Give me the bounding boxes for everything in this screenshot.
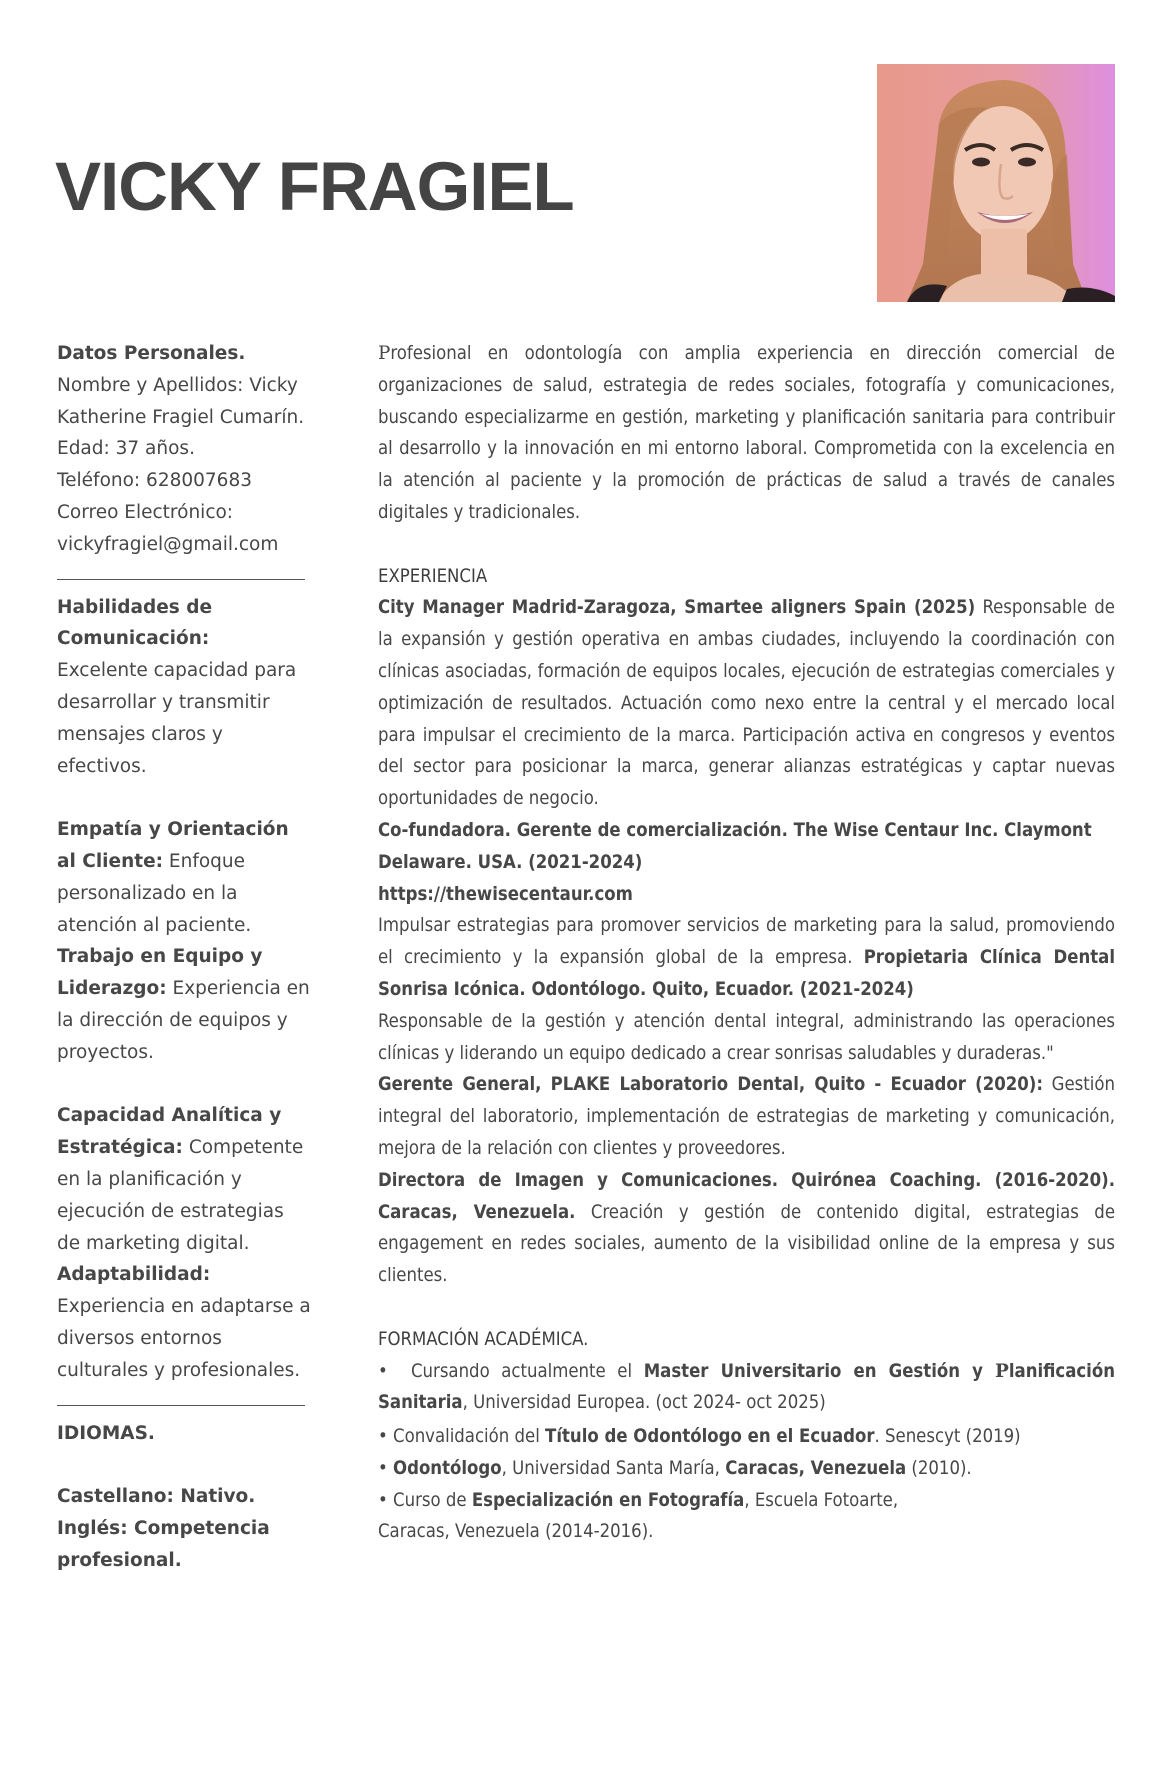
language-spanish: Castellano: Nativo. bbox=[57, 1486, 256, 1508]
job-role: City Manager Madrid-Zaragoza, Smartee aligners Spain (2025) bbox=[378, 597, 976, 619]
job-description: Gestión integral del laboratorio, implementación de estrategias de marketing y comunicación, mejora de la relación con clientes y proveedores. bbox=[378, 1074, 1115, 1159]
age-line: Edad: 37 años. bbox=[57, 438, 195, 460]
profile-photo bbox=[877, 64, 1115, 302]
education-item: • Odontólogo, Universidad Santa María, Caracas, Venezuela (2010). bbox=[378, 1457, 972, 1479]
section-divider bbox=[57, 561, 305, 580]
bullet-icon: • bbox=[378, 1360, 388, 1382]
bullet-icon: • bbox=[378, 1457, 388, 1479]
skill-communication bbox=[57, 592, 312, 783]
education-item: • Curso de Especialización en Fotografía, Escuela Fotoarte, Caracas, Venezuela (2014-2016). bbox=[378, 1489, 899, 1543]
skill-empathy bbox=[57, 814, 312, 941]
skill-title: Adaptabilidad: bbox=[57, 1264, 211, 1286]
portrait-illustration bbox=[877, 64, 1115, 302]
job-description-block bbox=[378, 1006, 1115, 1070]
job-description: Responsable de la gestión y atención dental integral, administrando las operaciones clínicas y liderando un equipo dedicado a crear sonrisas saludables y duraderas." bbox=[378, 1010, 1115, 1064]
summary-first-letter: P bbox=[378, 343, 391, 364]
job-role: Propietaria Clínica Dental Sonrisa Icónica. Odontólogo. Quito, Ecuador. (2021-2024) bbox=[378, 947, 1115, 1000]
skill-text: Enfoque personalizado en la atención al paciente. bbox=[57, 850, 252, 936]
full-name-line: Nombre y Apellidos: Vicky Katherine Fragiel Cumarín. bbox=[57, 374, 305, 428]
main-content bbox=[378, 338, 1115, 1548]
job-entry bbox=[378, 815, 1115, 879]
languages-title: IDIOMAS. bbox=[57, 1422, 155, 1444]
skill-text: Competente en la planificación y ejecución de estrategias de marketing digital. bbox=[57, 1137, 304, 1254]
job-role: Gerente General, PLAKE Laboratorio Dental, Quito - Ecuador (2020): bbox=[378, 1074, 1043, 1096]
bullet-icon: • bbox=[378, 1426, 388, 1448]
summary-text: rofesional en odontología con amplia experiencia en dirección comercial de organizaciones de salud, estrategia de redes sociales, fotografía y comunicaciones, buscando especializarme en gestión, marketing y planificación sanitaria para contribuir al desarrollo y la innovación en mi entorno laboral. Comprometida con la excelencia en la atención al paciente y la promoción de prácticas de salud a través de canales digitales y tradicionales. bbox=[378, 343, 1115, 523]
job-role: Directora de Imagen y Comunicaciones. Quirónea Coaching. (2016-2020). Caracas, Venezuela. bbox=[378, 1169, 1115, 1223]
job-description: Responsable de la expansión y gestión operativa en ambas ciudades, incluyendo la coordinación con clínicas asociadas, formación de equipos locales, ejecución de estrategias comerciales y optimización de resultados. Actuación como nexo entre la central y el mercado local para impulsar el crecimiento de la marca. Participación activa en congresos y eventos del sector para posicionar la marca, generar alianzas estratégicas y captar nuevas oportunidades de negocio. bbox=[378, 597, 1115, 810]
job-description: Impulsar estrategias para promover servicios de marketing para la salud, promoviendo el crecimiento y la expansión global de la empresa. bbox=[378, 915, 1115, 969]
skill-analytical bbox=[57, 1100, 312, 1259]
education-item: • Cursando actualmente el Master Universitario en Gestión y Planificación Sanitaria, Universidad Europea. (oct 2024- oct 2025) bbox=[378, 1360, 1115, 1414]
email-value[interactable]: vickyfragiel@gmail.com bbox=[57, 533, 279, 555]
experience-title: EXPERIENCIA bbox=[378, 565, 488, 587]
company-link[interactable]: https://thewisecentaur.com bbox=[378, 883, 633, 905]
education-item: • Convalidación del Título de Odontólogo en el Ecuador. Senescyt (2019) bbox=[378, 1426, 1021, 1448]
section-divider bbox=[57, 1387, 305, 1406]
skill-teamwork bbox=[57, 941, 312, 1068]
job-entry bbox=[378, 1069, 1115, 1164]
skill-title: Habilidades de Comunicación: bbox=[57, 596, 212, 650]
job-entry bbox=[378, 1165, 1115, 1292]
skill-text: Experiencia en la dirección de equipos y proyectos. bbox=[57, 978, 310, 1063]
phone-line: Teléfono: 628007683 bbox=[57, 470, 252, 492]
job-role: Co-fundadora. Gerente de comercialización. The Wise Centaur Inc. Claymont Delaware. USA. (2021-2024) bbox=[378, 819, 1092, 873]
skill-text: Experiencia en adaptarse a diversos entornos culturales y profesionales. bbox=[57, 1296, 311, 1381]
language-english: Inglés: Competencia profesional. bbox=[57, 1517, 270, 1571]
skill-text: Excelente capacidad para desarrollar y transmitir mensajes claros y efectivos. bbox=[57, 660, 297, 777]
email-label: Correo Electrónico: bbox=[57, 501, 234, 523]
job-entry bbox=[378, 910, 1115, 1005]
skill-title: Trabajo en Equipo y Liderazgo: bbox=[57, 946, 263, 1000]
education-title: FORMACIÓN ACADÉMICA. bbox=[378, 1328, 589, 1350]
skill-title: Capacidad Analítica y Estratégica: bbox=[57, 1105, 282, 1159]
professional-summary bbox=[378, 338, 1115, 529]
skill-adaptability bbox=[57, 1259, 312, 1386]
job-entry bbox=[378, 592, 1115, 815]
sidebar bbox=[57, 338, 312, 1576]
candidate-name: VICKY FRAGIEL bbox=[55, 148, 574, 225]
bullet-icon: • bbox=[378, 1489, 388, 1511]
company-link-row bbox=[378, 879, 1115, 911]
skill-title: Empatía y Orientación al Cliente: bbox=[57, 819, 289, 872]
personal-data-title: Datos Personales. bbox=[57, 343, 246, 364]
job-description: Creación y gestión de contenido digital, estrategias de engagement en redes sociales, aumento de la visibilidad online de la empresa y sus clientes. bbox=[378, 1201, 1115, 1287]
